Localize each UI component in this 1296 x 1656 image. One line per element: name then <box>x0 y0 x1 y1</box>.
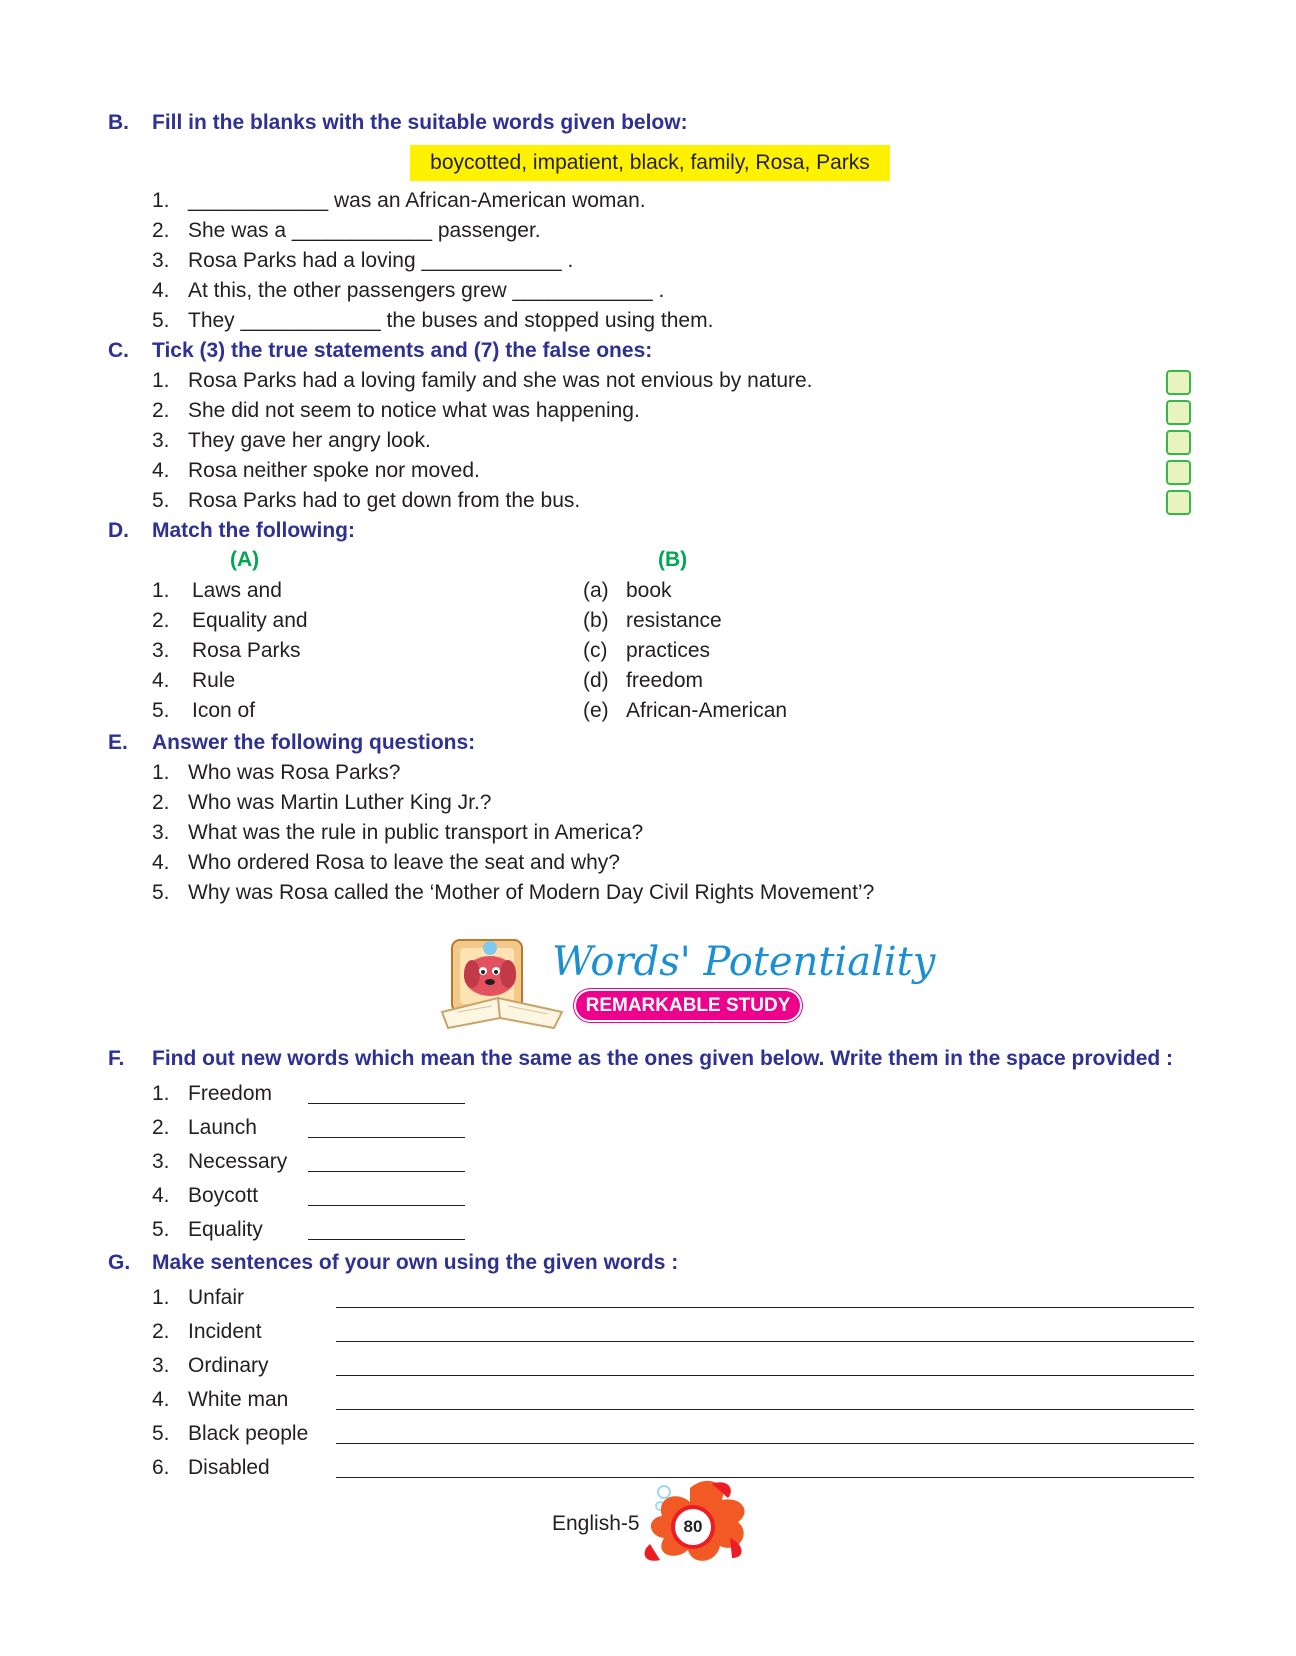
b-item-2-num: 2. <box>152 219 170 242</box>
d-left-2-text: Equality and <box>192 609 308 632</box>
c-item-4-num: 4. <box>152 459 170 482</box>
d-right-c-num: (c) <box>583 639 608 662</box>
d-right-b-num: (b) <box>583 609 609 632</box>
d-left-5-text: Icon of <box>192 699 256 722</box>
c-item-2-text: She did not seem to notice what was happening. <box>188 399 640 422</box>
g-item-6-num: 6. <box>152 1456 170 1479</box>
c-item-4-text: Rosa neither spoke nor moved. <box>188 459 480 482</box>
section-d-heading: Match the following: <box>152 519 355 542</box>
b-item-2-text: She was a ____________ passenger. <box>188 219 541 242</box>
banner-subtitle: REMARKABLE STUDY <box>576 991 800 1020</box>
b-item-5-num: 5. <box>152 309 170 332</box>
c-item-3-text: They gave her angry look. <box>188 429 431 452</box>
g-sentence-line-1[interactable] <box>336 1307 1194 1308</box>
d-right-c-text: practices <box>626 639 711 662</box>
e-item-2-text: Who was Martin Luther King Jr.? <box>188 791 492 814</box>
section-b-letter: B. <box>108 111 129 134</box>
section-c-letter: C. <box>108 339 129 362</box>
g-item-6-text: Disabled <box>188 1456 270 1479</box>
g-sentence-line-4[interactable] <box>336 1409 1194 1410</box>
tick-box-3[interactable] <box>1166 430 1191 455</box>
f-answer-line-4[interactable] <box>308 1205 465 1206</box>
section-c-heading: Tick (3) the true statements and (7) the false ones: <box>152 339 653 362</box>
e-item-3-text: What was the rule in public transport in America? <box>188 821 644 844</box>
g-sentence-line-5[interactable] <box>336 1443 1194 1444</box>
d-left-1-num: 1. <box>152 579 170 602</box>
f-answer-line-2[interactable] <box>308 1137 465 1138</box>
banner-title: Words' Potentiality <box>552 939 936 985</box>
g-item-2-num: 2. <box>152 1320 170 1343</box>
b-item-1-num: 1. <box>152 189 170 212</box>
d-left-3-num: 3. <box>152 639 170 662</box>
f-item-4-num: 4. <box>152 1184 170 1207</box>
section-e-heading: Answer the following questions: <box>152 731 476 754</box>
g-sentence-line-2[interactable] <box>336 1341 1194 1342</box>
section-f-heading: Find out new words which mean the same as the ones given below. Write them in the space provided : <box>152 1047 1174 1070</box>
b-item-4-text: At this, the other passengers grew ____________ . <box>188 279 665 302</box>
d-left-3-text: Rosa Parks <box>192 639 301 662</box>
b-item-4-num: 4. <box>152 279 170 302</box>
b-item-1-text: ____________ was an African-American woman. <box>188 189 646 212</box>
c-item-2-num: 2. <box>152 399 170 422</box>
d-left-1-text: Laws and <box>192 579 282 602</box>
e-item-1-num: 1. <box>152 761 170 784</box>
d-left-5-num: 5. <box>152 699 170 722</box>
column-b-heading: (B) <box>658 548 688 571</box>
section-e-letter: E. <box>108 731 128 754</box>
word-box: boycotted, impatient, black, family, Rosa, Parks <box>410 145 890 181</box>
b-item-5-text: They ____________ the buses and stopped using them. <box>188 309 714 332</box>
tick-box-1[interactable] <box>1166 370 1191 395</box>
d-right-d-num: (d) <box>583 669 609 692</box>
g-item-5-num: 5. <box>152 1422 170 1445</box>
g-item-4-text: White man <box>188 1388 289 1411</box>
f-item-1-num: 1. <box>152 1082 170 1105</box>
g-sentence-line-6[interactable] <box>336 1477 1194 1478</box>
reading-dog-illustration <box>438 938 566 1030</box>
g-item-5-text: Black people <box>188 1422 309 1445</box>
f-item-2-text: Launch <box>188 1116 257 1139</box>
f-item-5-text: Equality <box>188 1218 263 1241</box>
section-g-heading: Make sentences of your own using the given words : <box>152 1251 679 1274</box>
page-number: 80 <box>671 1505 715 1549</box>
e-item-2-num: 2. <box>152 791 170 814</box>
f-item-5-num: 5. <box>152 1218 170 1241</box>
e-item-4-num: 4. <box>152 851 170 874</box>
b-item-3-num: 3. <box>152 249 170 272</box>
c-item-5-text: Rosa Parks had to get down from the bus. <box>188 489 581 512</box>
section-g-letter: G. <box>108 1251 131 1274</box>
reading-dog-icon <box>438 938 566 1030</box>
g-sentence-line-3[interactable] <box>336 1375 1194 1376</box>
d-right-e-text: African-American <box>626 699 788 722</box>
f-answer-line-1[interactable] <box>308 1103 465 1104</box>
g-item-3-text: Ordinary <box>188 1354 269 1377</box>
d-left-2-num: 2. <box>152 609 170 632</box>
f-item-4-text: Boycott <box>188 1184 259 1207</box>
e-item-3-num: 3. <box>152 821 170 844</box>
footer-book-label: English-5 <box>552 1512 640 1535</box>
c-item-1-num: 1. <box>152 369 170 392</box>
f-answer-line-5[interactable] <box>308 1239 465 1240</box>
section-f-letter: F. <box>108 1047 125 1070</box>
e-item-1-text: Who was Rosa Parks? <box>188 761 401 784</box>
d-right-a-num: (a) <box>583 579 609 602</box>
e-item-5-text: Why was Rosa called the ‘Mother of Modern Day Civil Rights Movement’? <box>188 881 875 904</box>
d-left-4-num: 4. <box>152 669 170 692</box>
f-item-2-num: 2. <box>152 1116 170 1139</box>
tick-box-5[interactable] <box>1166 490 1191 515</box>
d-right-a-text: book <box>626 579 672 602</box>
c-item-5-num: 5. <box>152 489 170 512</box>
section-d-letter: D. <box>108 519 129 542</box>
g-item-1-num: 1. <box>152 1286 170 1309</box>
d-right-b-text: resistance <box>626 609 722 632</box>
column-a-heading: (A) <box>230 548 260 571</box>
f-answer-line-3[interactable] <box>308 1171 465 1172</box>
tick-box-2[interactable] <box>1166 400 1191 425</box>
d-left-4-text: Rule <box>192 669 236 692</box>
e-item-5-num: 5. <box>152 881 170 904</box>
f-item-3-text: Necessary <box>188 1150 288 1173</box>
f-item-3-num: 3. <box>152 1150 170 1173</box>
b-item-3-text: Rosa Parks had a loving ____________ . <box>188 249 574 272</box>
d-right-d-text: freedom <box>626 669 704 692</box>
c-item-1-text: Rosa Parks had a loving family and she was not envious by nature. <box>188 369 813 392</box>
section-b-heading: Fill in the blanks with the suitable words given below: <box>152 111 688 134</box>
g-item-2-text: Incident <box>188 1320 262 1343</box>
tick-box-4[interactable] <box>1166 460 1191 485</box>
g-item-4-num: 4. <box>152 1388 170 1411</box>
d-right-e-num: (e) <box>583 699 609 722</box>
g-item-1-text: Unfair <box>188 1286 245 1309</box>
c-item-3-num: 3. <box>152 429 170 452</box>
e-item-4-text: Who ordered Rosa to leave the seat and why? <box>188 851 620 874</box>
f-item-1-text: Freedom <box>188 1082 273 1105</box>
g-item-3-num: 3. <box>152 1354 170 1377</box>
